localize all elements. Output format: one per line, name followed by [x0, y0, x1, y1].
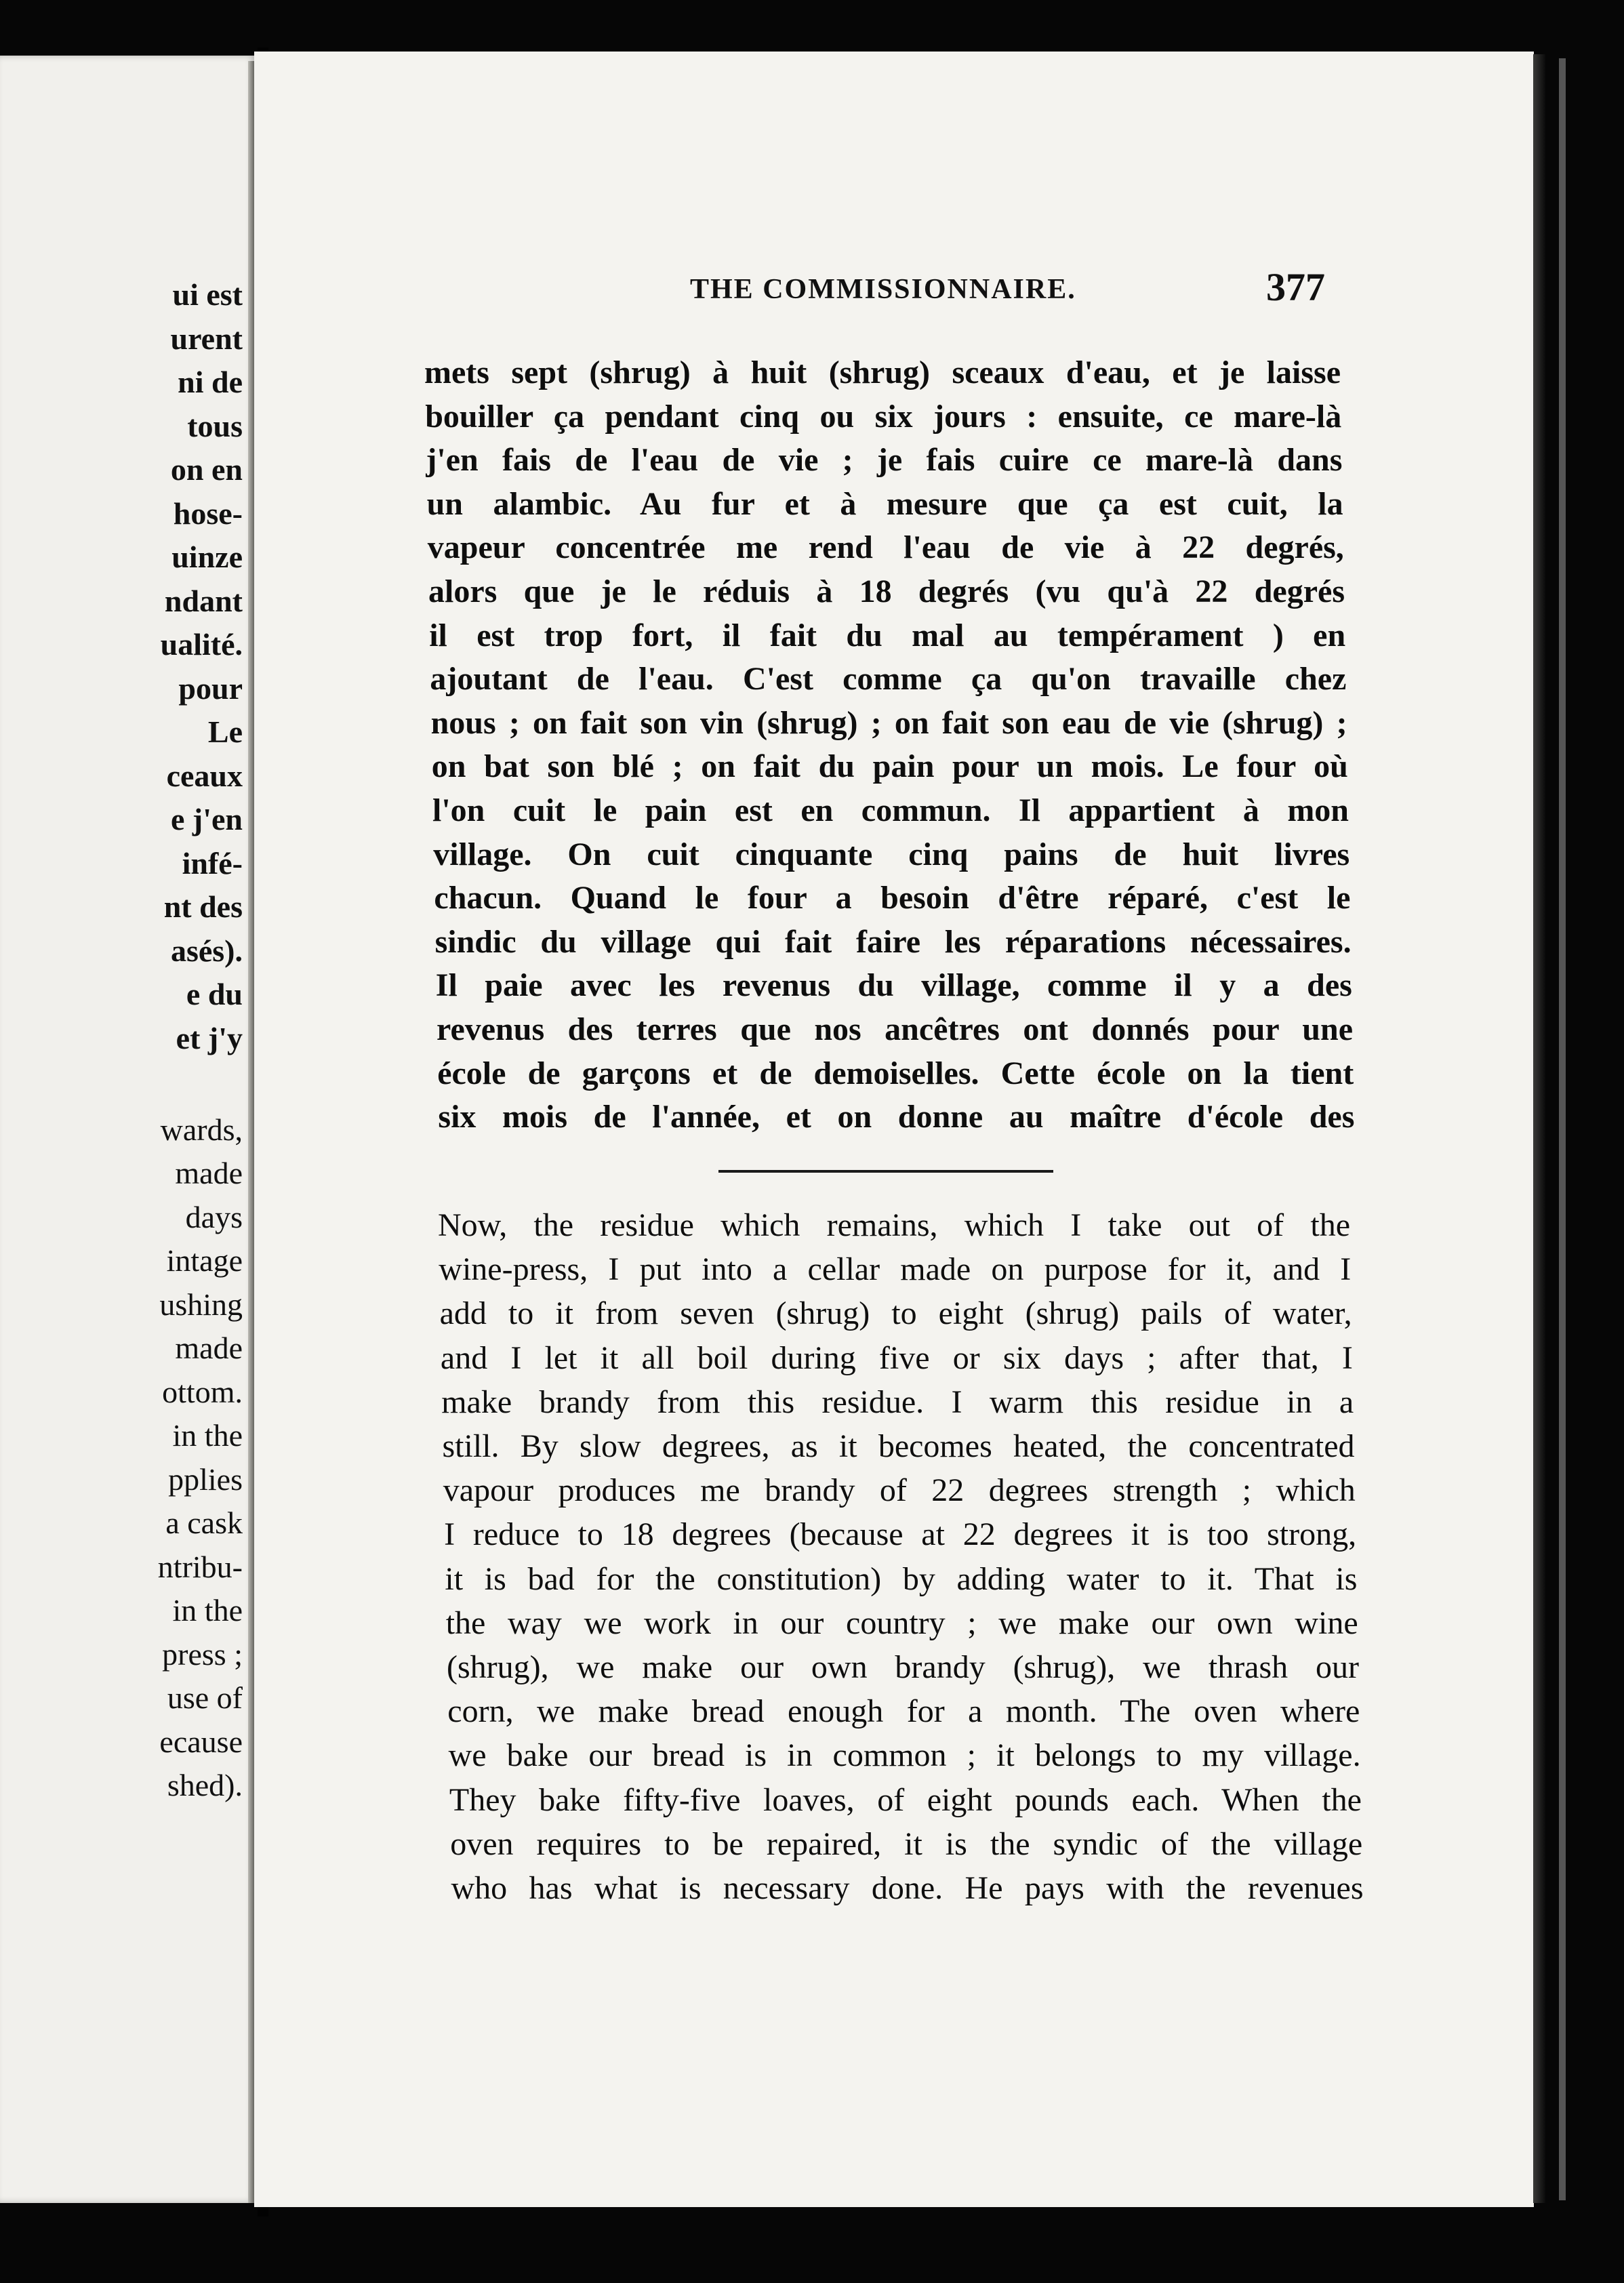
french-text-line: sindic du village qui fait faire les réparations nécessaires.: [434, 923, 1352, 960]
left-page-line: intage: [166, 1243, 243, 1278]
right-page-rim: [1559, 58, 1566, 2200]
french-text-line: on bat son blé ; on fait du pain pour un mois. Le four où: [431, 748, 1348, 785]
left-page-line: Le: [207, 714, 243, 749]
english-text-line: the way we work in our country ; we make our own wine: [445, 1604, 1358, 1641]
english-text-line: add to it from seven (shrug) to eight (shrug) pails of water,: [439, 1295, 1352, 1332]
left-page-line: nt des: [163, 889, 243, 924]
french-text-line: vapeur concentrée me rend l'eau de vie à 22 degrés,: [427, 529, 1344, 566]
left-page-line: e du: [186, 977, 243, 1011]
french-text-line: l'on cuit le pain est en commun. Il appartient à mon: [432, 792, 1349, 828]
left-page-line: wards,: [160, 1112, 243, 1147]
english-text-line: Now, the residue which remains, which I take out of the: [438, 1207, 1350, 1243]
left-page-line: ntribu-: [157, 1549, 243, 1584]
english-text-line: and I let it all boil during five or six days ; after that, I: [440, 1339, 1353, 1376]
left-page-line: uinze: [171, 540, 243, 574]
left-page-line: urent: [170, 321, 243, 356]
left-page-line: et j'y: [176, 1020, 243, 1055]
french-text-line: école de garçons et de demoiselles. Cette école on la tient: [437, 1055, 1354, 1091]
left-page-line: ushing: [159, 1287, 243, 1322]
french-text-line: bouiller ça pendant cinq ou six jours : ensuite, ce mare-là: [425, 398, 1342, 435]
french-text-line: ajoutant de l'eau. C'est comme ça qu'on travaille chez: [430, 661, 1347, 698]
left-page-line: ottom.: [162, 1374, 243, 1409]
section-divider-rule: [718, 1170, 1053, 1173]
french-text-line: j'en fais de l'eau de vie ; je fais cuire ce mare-là dans: [426, 442, 1343, 479]
left-page-line: made: [175, 1156, 243, 1190]
right-page-edge-shadow: [1533, 54, 1545, 2203]
english-text-line: vapour produces me brandy of 22 degrees strength ; which: [443, 1472, 1356, 1509]
french-text-line: nous ; on fait son vin (shrug) ; on fait son eau de vie (shrug) ;: [430, 704, 1347, 741]
left-page-line: ceaux: [166, 758, 243, 793]
french-text-line: un alambic. Au fur et à mesure que ça est cuit, la: [426, 485, 1343, 522]
left-page-line: ni de: [178, 365, 243, 399]
english-text-line: make brandy from this residue. I warm this residue in a: [441, 1383, 1354, 1420]
french-text-line: alors que je le réduis à 18 degrés (vu qu'à 22 degrés: [428, 573, 1345, 609]
left-page-line: asés).: [170, 933, 243, 968]
left-page-line: ualité.: [160, 627, 243, 662]
left-page-line: ui est: [172, 277, 243, 312]
left-page-line: use of: [167, 1680, 243, 1715]
english-text-line: it is bad for the constitution) by adding water to it. That is: [445, 1560, 1358, 1597]
left-page-line: press ;: [162, 1636, 243, 1672]
left-page-line: pour: [178, 670, 243, 706]
french-text-line: revenus des terres que nos ancêtres ont donnés pour une: [437, 1011, 1353, 1047]
english-text-line: corn, we make bread enough for a month. The oven where: [447, 1693, 1360, 1730]
french-text-line: Il paie avec les revenus du village, comme il y a des: [435, 967, 1352, 1004]
left-page-line: ecause: [159, 1724, 243, 1759]
english-text-line: I reduce to 18 degrees (because at 22 degrees it is too strong,: [444, 1516, 1357, 1553]
english-text-line: still. By slow degrees, as it becomes heated, the concentrated: [442, 1428, 1355, 1464]
left-page-line: on en: [170, 452, 243, 487]
left-page-line: made: [175, 1331, 243, 1365]
left-page-line: ndant: [164, 583, 243, 618]
english-text-line: who has what is necessary done. He pays with the revenues: [451, 1870, 1364, 1906]
english-text-line: They bake fifty-five loaves, of eight pounds each. When the: [449, 1781, 1362, 1818]
french-text-line: chacun. Quand le four a besoin d'être réparé, c'est le: [434, 880, 1351, 916]
left-page: [0, 56, 256, 2203]
left-page-line: tous: [187, 408, 243, 443]
english-text-line: wine-press, I put into a cellar made on purpose for it, and I: [439, 1251, 1352, 1288]
left-page-line: pplies: [168, 1461, 243, 1497]
french-text-line: mets sept (shrug) à huit (shrug) sceaux d'eau, et je laisse: [424, 355, 1341, 390]
left-page-line: e j'en: [170, 802, 243, 836]
left-page-line: in the: [172, 1593, 243, 1628]
left-page-line: infé-: [182, 845, 243, 881]
left-page-line: in the: [172, 1418, 243, 1453]
left-page-line: hose-: [173, 496, 243, 531]
french-text-line: village. On cuit cinquante cinq pains de huit livres: [433, 836, 1350, 872]
left-page-line: a cask: [165, 1506, 243, 1540]
left-page-line: days: [185, 1199, 243, 1234]
french-text-line: il est trop fort, il fait du mal au tempérament ) en: [429, 617, 1346, 653]
running-title: THE COMMISSIONNAIRE.: [690, 274, 1076, 305]
english-text-line: oven requires to be repaired, it is the syndic of the village: [450, 1825, 1363, 1862]
page-number: 377: [1266, 265, 1325, 309]
french-text-line: six mois de l'année, et on donne au maître d'école des: [438, 1099, 1355, 1135]
english-text-line: we bake our bread is in common ; it belongs to my village.: [448, 1737, 1361, 1774]
english-text-line: (shrug), we make our own brandy (shrug), we thrash our: [447, 1649, 1359, 1685]
left-page-line: shed).: [167, 1768, 243, 1802]
